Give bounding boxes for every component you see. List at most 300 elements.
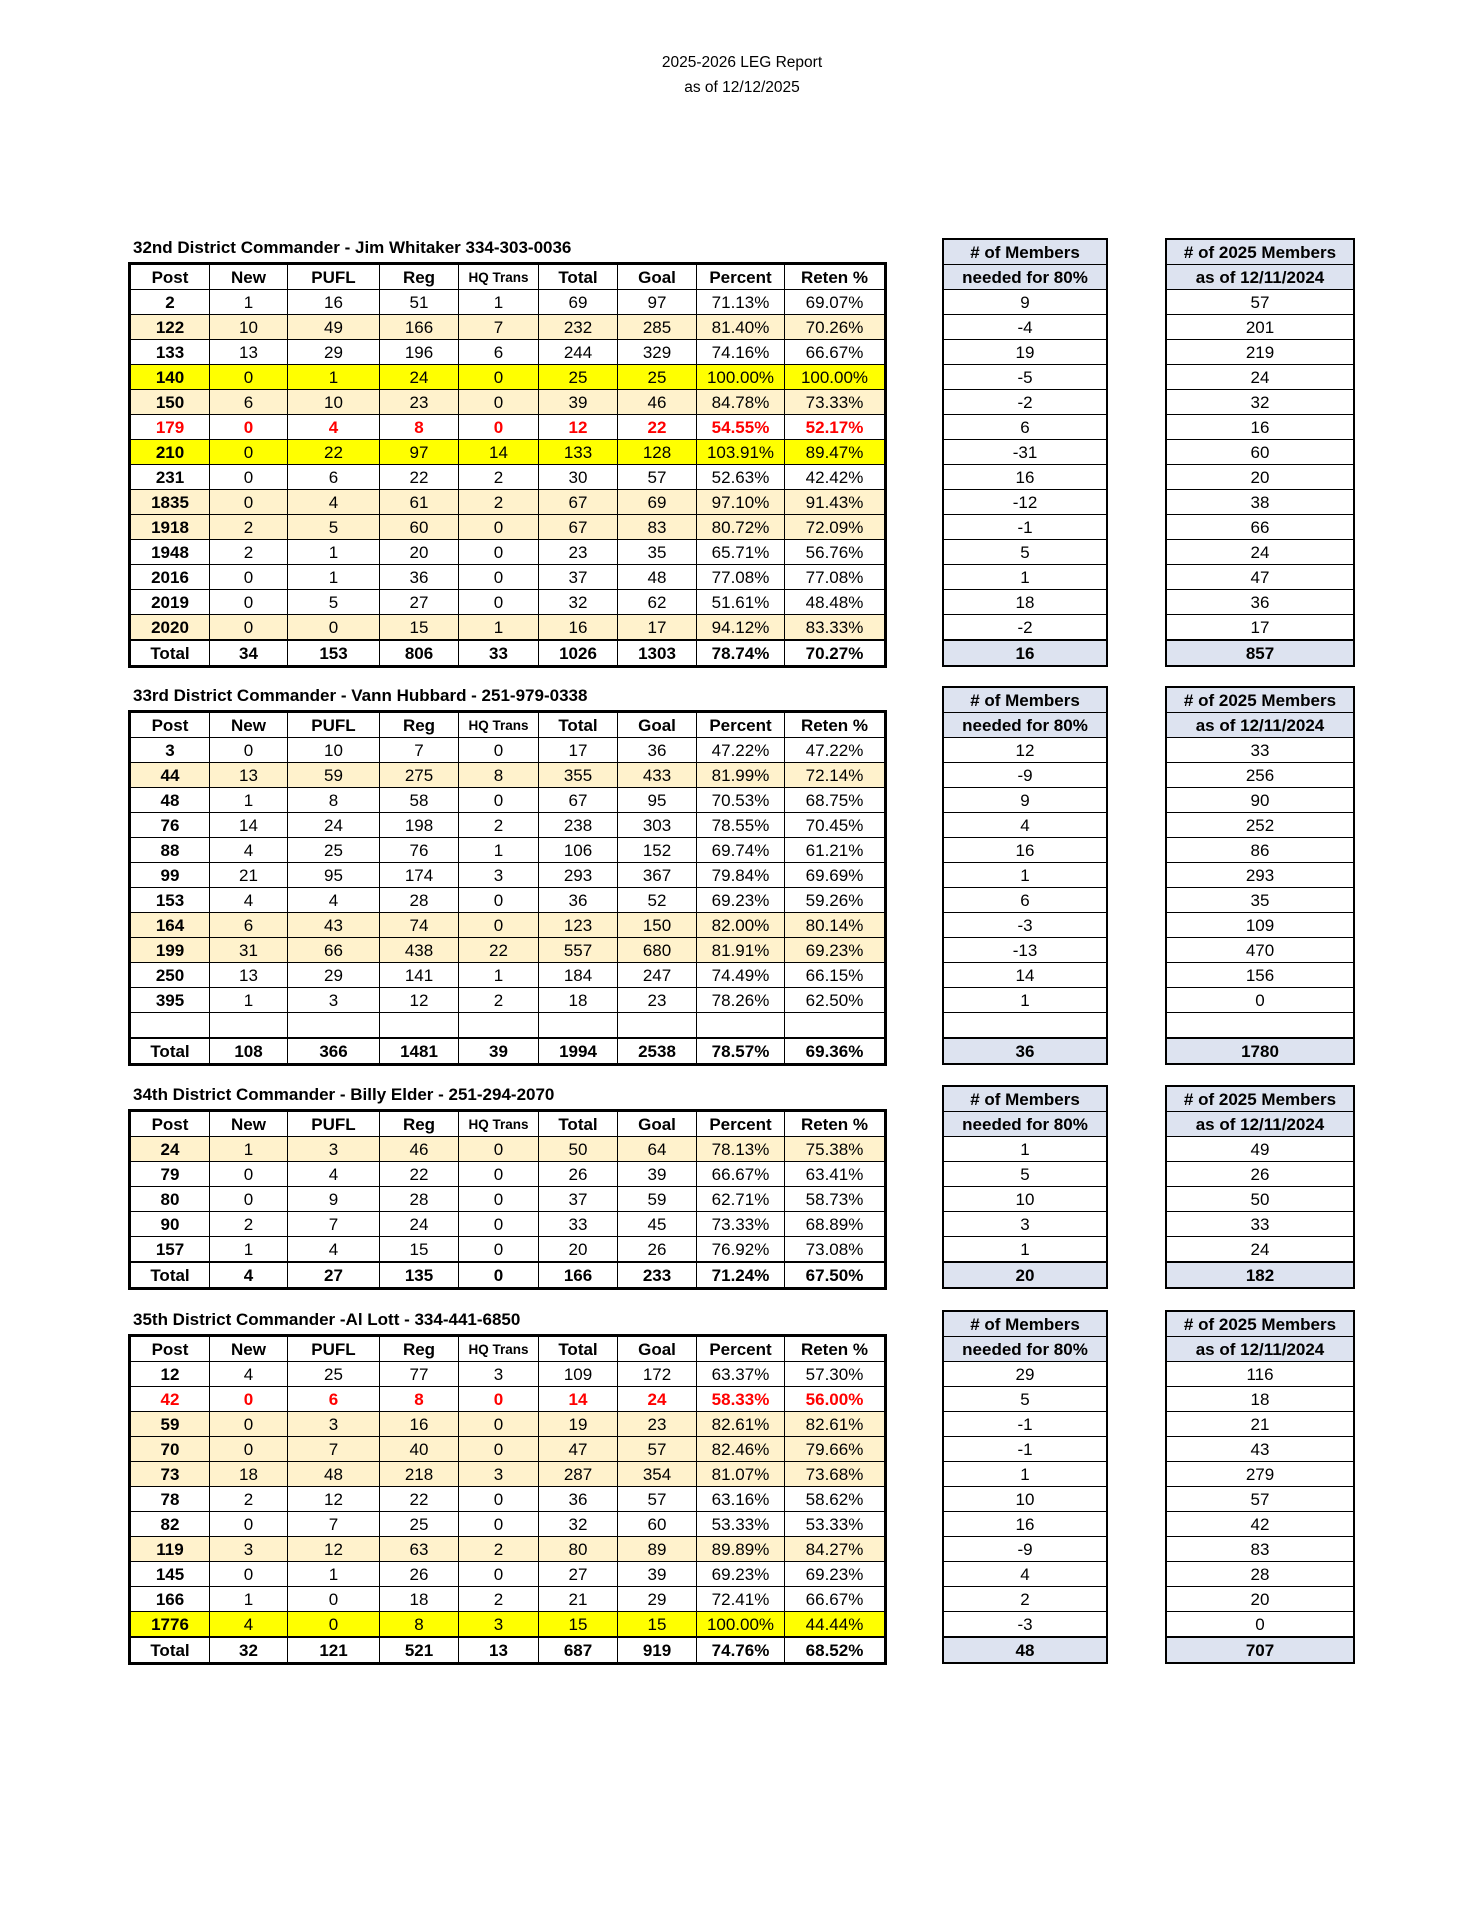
table-cell: 47.22%	[697, 738, 785, 763]
table-cell: 12	[380, 988, 459, 1013]
table-cell: 7	[380, 738, 459, 763]
post-number-cell: 164	[130, 913, 210, 938]
side-cell: -1	[943, 1412, 1107, 1437]
table-cell: 152	[618, 838, 697, 863]
table-cell: 19	[539, 1412, 618, 1437]
side-cell: 20	[1166, 465, 1354, 490]
table-cell: 2	[210, 540, 288, 565]
side-cell: 90	[1166, 788, 1354, 813]
table-cell: 70.26%	[785, 315, 886, 340]
side-cell: 2	[943, 1587, 1107, 1612]
post-number-cell	[130, 1013, 210, 1039]
table-cell: 0	[210, 465, 288, 490]
table-cell: 0	[459, 738, 539, 763]
side-cell: 36	[1166, 590, 1354, 615]
side-cell: 49	[1166, 1137, 1354, 1162]
total-cell: 78.57%	[697, 1038, 785, 1065]
table-cell: 128	[618, 440, 697, 465]
total-cell: 70.27%	[785, 640, 886, 667]
table-cell: 14	[210, 813, 288, 838]
post-number-cell: 1948	[130, 540, 210, 565]
table-cell: 0	[459, 415, 539, 440]
table-cell: 7	[288, 1212, 380, 1237]
district-table	[128, 710, 887, 1066]
side-cell: 42	[1166, 1512, 1354, 1537]
table-row	[130, 615, 886, 641]
post-number-cell: 133	[130, 340, 210, 365]
table-cell: 28	[380, 1187, 459, 1212]
table-cell: 29	[618, 1587, 697, 1612]
side-cell: 0	[1166, 988, 1354, 1013]
table-cell: 24	[380, 365, 459, 390]
column-header: Percent	[697, 264, 785, 290]
table-cell: 15	[380, 1237, 459, 1263]
side-cell: 6	[943, 415, 1107, 440]
table-row	[130, 440, 886, 465]
table-row	[130, 1437, 886, 1462]
table-row	[130, 1187, 886, 1212]
table-cell: 6	[210, 390, 288, 415]
side-cell	[1166, 1013, 1354, 1039]
table-cell: 66.67%	[785, 340, 886, 365]
table-cell: 12	[539, 415, 618, 440]
table-cell: 23	[380, 390, 459, 415]
table-cell	[288, 1013, 380, 1039]
table-cell: 0	[210, 590, 288, 615]
post-number-cell: 150	[130, 390, 210, 415]
table-header-row	[130, 1336, 886, 1362]
table-cell: 16	[539, 615, 618, 641]
table-cell: 51	[380, 290, 459, 315]
total-cell: 33	[459, 640, 539, 667]
column-header: PUFL	[288, 264, 380, 290]
table-cell: 72.14%	[785, 763, 886, 788]
table-cell: 69.23%	[697, 1562, 785, 1587]
side-cell: 29	[943, 1362, 1107, 1387]
table-row	[130, 365, 886, 390]
table-row	[130, 788, 886, 813]
table-cell: 4	[288, 490, 380, 515]
post-number-cell: 79	[130, 1162, 210, 1187]
total-cell: 39	[459, 1038, 539, 1065]
total-cell: 135	[380, 1262, 459, 1289]
table-cell: 97	[618, 290, 697, 315]
members-needed-table	[942, 1310, 1108, 1664]
table-row	[130, 540, 886, 565]
table-cell: 3	[459, 863, 539, 888]
table-cell: 75.38%	[785, 1137, 886, 1162]
table-cell: 69	[539, 290, 618, 315]
table-cell: 285	[618, 315, 697, 340]
table-row	[130, 1212, 886, 1237]
table-cell: 94.12%	[697, 615, 785, 641]
table-cell: 166	[380, 315, 459, 340]
total-cell: 78.74%	[697, 640, 785, 667]
column-header: Percent	[697, 1336, 785, 1362]
table-cell: 69	[618, 490, 697, 515]
side-cell: 116	[1166, 1362, 1354, 1387]
side-header: # of 2025 Members	[1166, 1086, 1354, 1112]
table-cell: 3	[288, 1412, 380, 1437]
post-number-cell: 166	[130, 1587, 210, 1612]
post-number-cell: 73	[130, 1462, 210, 1487]
side-total-cell: 857	[1166, 640, 1354, 666]
members-needed-table	[942, 1085, 1108, 1289]
table-cell: 23	[618, 1412, 697, 1437]
table-cell: 141	[380, 963, 459, 988]
table-cell: 0	[210, 615, 288, 641]
side-header: # of Members	[943, 239, 1107, 265]
table-cell: 71.13%	[697, 290, 785, 315]
table-cell: 14	[459, 440, 539, 465]
table-cell: 47	[539, 1437, 618, 1462]
post-number-cell: 179	[130, 415, 210, 440]
table-cell: 42.42%	[785, 465, 886, 490]
side-cell: 10	[943, 1487, 1107, 1512]
table-cell: 8	[380, 415, 459, 440]
table-cell: 1	[459, 963, 539, 988]
side-cell: 293	[1166, 863, 1354, 888]
table-row	[130, 963, 886, 988]
post-number-cell: 2020	[130, 615, 210, 641]
table-cell: 123	[539, 913, 618, 938]
post-number-cell: 231	[130, 465, 210, 490]
total-cell: 67.50%	[785, 1262, 886, 1289]
total-cell: 1026	[539, 640, 618, 667]
table-cell: 198	[380, 813, 459, 838]
table-cell: 184	[539, 963, 618, 988]
table-cell: 6	[288, 465, 380, 490]
table-row	[130, 1412, 886, 1437]
side-header: as of 12/11/2024	[1166, 265, 1354, 290]
table-cell: 1	[288, 565, 380, 590]
column-header: Goal	[618, 264, 697, 290]
table-cell: 100.00%	[785, 365, 886, 390]
table-cell: 62	[618, 590, 697, 615]
column-header: Goal	[618, 1336, 697, 1362]
table-cell: 81.07%	[697, 1462, 785, 1487]
table-cell: 2	[459, 490, 539, 515]
table-cell: 0	[459, 1187, 539, 1212]
side-cell: 28	[1166, 1562, 1354, 1587]
side-cell: 5	[943, 1162, 1107, 1187]
table-cell: 52.63%	[697, 465, 785, 490]
side-cell: 9	[943, 788, 1107, 813]
table-cell: 72.41%	[697, 1587, 785, 1612]
table-row	[130, 763, 886, 788]
table-cell: 0	[459, 913, 539, 938]
district-table	[128, 1334, 887, 1665]
table-cell: 31	[210, 938, 288, 963]
post-number-cell: 157	[130, 1237, 210, 1263]
table-cell: 2	[459, 465, 539, 490]
table-cell: 73.68%	[785, 1462, 886, 1487]
column-header: New	[210, 712, 288, 738]
table-cell: 36	[618, 738, 697, 763]
table-cell: 70.53%	[697, 788, 785, 813]
side-cell: 1	[943, 1237, 1107, 1263]
table-cell: 32	[539, 1512, 618, 1537]
total-row	[130, 1637, 886, 1664]
post-number-cell: 48	[130, 788, 210, 813]
table-cell: 79.84%	[697, 863, 785, 888]
column-header: Total	[539, 712, 618, 738]
table-cell: 63.16%	[697, 1487, 785, 1512]
table-cell: 218	[380, 1462, 459, 1487]
table-cell: 3	[288, 1137, 380, 1162]
column-header: PUFL	[288, 1111, 380, 1137]
side-cell: 256	[1166, 763, 1354, 788]
table-cell: 81.91%	[697, 938, 785, 963]
table-cell: 0	[459, 1562, 539, 1587]
table-cell	[459, 1013, 539, 1039]
total-cell: 13	[459, 1637, 539, 1664]
table-cell: 6	[288, 1387, 380, 1412]
table-cell: 0	[459, 1512, 539, 1537]
post-number-cell: 2	[130, 290, 210, 315]
table-cell: 106	[539, 838, 618, 863]
table-cell: 103.91%	[697, 440, 785, 465]
side-cell: -12	[943, 490, 1107, 515]
table-row	[130, 738, 886, 763]
table-cell: 1	[288, 1562, 380, 1587]
post-number-cell: 122	[130, 315, 210, 340]
column-header: Post	[130, 264, 210, 290]
column-header: Reg	[380, 264, 459, 290]
table-cell: 5	[288, 590, 380, 615]
side-cell: -31	[943, 440, 1107, 465]
total-row	[130, 640, 886, 667]
post-number-cell: 24	[130, 1137, 210, 1162]
side-header: as of 12/11/2024	[1166, 1112, 1354, 1137]
table-cell: 43	[288, 913, 380, 938]
table-cell: 91.43%	[785, 490, 886, 515]
table-cell: 70.45%	[785, 813, 886, 838]
table-cell: 2	[210, 515, 288, 540]
column-header: Reg	[380, 1336, 459, 1362]
prior-members-table	[1165, 1085, 1355, 1289]
table-cell: 367	[618, 863, 697, 888]
table-cell	[380, 1013, 459, 1039]
table-cell: 4	[210, 838, 288, 863]
table-row	[130, 1387, 886, 1412]
post-number-cell: 12	[130, 1362, 210, 1387]
table-cell: 13	[210, 963, 288, 988]
table-cell: 39	[618, 1562, 697, 1587]
side-cell: 4	[943, 1562, 1107, 1587]
side-cell: 26	[1166, 1162, 1354, 1187]
table-row	[130, 1013, 886, 1039]
column-header: Total	[539, 1336, 618, 1362]
table-cell: 66.15%	[785, 963, 886, 988]
side-cell: -2	[943, 615, 1107, 641]
table-cell: 0	[459, 365, 539, 390]
post-number-cell: 90	[130, 1212, 210, 1237]
column-header: Percent	[697, 712, 785, 738]
total-cell: 1481	[380, 1038, 459, 1065]
table-row	[130, 1462, 886, 1487]
side-cell: 50	[1166, 1187, 1354, 1212]
table-cell: 3	[210, 1537, 288, 1562]
table-row	[130, 1362, 886, 1387]
table-cell: 5	[288, 515, 380, 540]
table-cell: 433	[618, 763, 697, 788]
table-cell: 61	[380, 490, 459, 515]
table-cell: 3	[288, 988, 380, 1013]
table-cell: 18	[380, 1587, 459, 1612]
table-cell: 438	[380, 938, 459, 963]
total-cell: 2538	[618, 1038, 697, 1065]
table-row	[130, 565, 886, 590]
district-title: 35th District Commander -Al Lott - 334-441-6850	[133, 1310, 521, 1329]
table-cell: 287	[539, 1462, 618, 1487]
side-cell: 109	[1166, 913, 1354, 938]
post-number-cell: 44	[130, 763, 210, 788]
table-cell: 40	[380, 1437, 459, 1462]
column-header: Post	[130, 1336, 210, 1362]
table-cell: 13	[210, 763, 288, 788]
post-number-cell: 88	[130, 838, 210, 863]
table-row	[130, 590, 886, 615]
table-cell: 68.75%	[785, 788, 886, 813]
column-header: HQ Trans	[459, 1111, 539, 1137]
table-cell: 80.72%	[697, 515, 785, 540]
table-cell: 63	[380, 1537, 459, 1562]
table-row	[130, 415, 886, 440]
side-total-cell: 16	[943, 640, 1107, 666]
table-cell: 1	[210, 290, 288, 315]
side-cell: -1	[943, 515, 1107, 540]
table-cell: 247	[618, 963, 697, 988]
table-cell: 67	[539, 515, 618, 540]
table-cell	[697, 1013, 785, 1039]
post-number-cell: 210	[130, 440, 210, 465]
side-cell: 24	[1166, 1237, 1354, 1263]
table-cell: 26	[539, 1162, 618, 1187]
table-cell: 1	[459, 838, 539, 863]
side-total-cell: 1780	[1166, 1038, 1354, 1064]
post-number-cell: 119	[130, 1537, 210, 1562]
table-cell: 0	[459, 788, 539, 813]
total-cell: 0	[459, 1262, 539, 1289]
table-cell: 1	[288, 365, 380, 390]
table-cell: 57	[618, 1437, 697, 1462]
side-cell: 18	[943, 590, 1107, 615]
table-cell: 74.16%	[697, 340, 785, 365]
total-label: Total	[130, 1262, 210, 1289]
table-cell: 232	[539, 315, 618, 340]
table-cell: 48	[618, 565, 697, 590]
table-cell: 557	[539, 938, 618, 963]
table-cell: 81.99%	[697, 763, 785, 788]
table-cell: 77	[380, 1362, 459, 1387]
table-cell: 63.37%	[697, 1362, 785, 1387]
post-number-cell: 199	[130, 938, 210, 963]
total-cell: 1994	[539, 1038, 618, 1065]
side-cell: -5	[943, 365, 1107, 390]
table-cell: 24	[618, 1387, 697, 1412]
table-cell: 4	[210, 1612, 288, 1638]
table-cell: 12	[288, 1537, 380, 1562]
side-cell: 83	[1166, 1537, 1354, 1562]
column-header: Goal	[618, 712, 697, 738]
side-cell: 16	[943, 1512, 1107, 1537]
table-cell: 83	[618, 515, 697, 540]
side-cell: 9	[943, 290, 1107, 315]
post-number-cell: 78	[130, 1487, 210, 1512]
table-header-row	[130, 264, 886, 290]
total-label: Total	[130, 1038, 210, 1065]
table-cell: 60	[380, 515, 459, 540]
table-cell: 22	[380, 465, 459, 490]
total-cell: 74.76%	[697, 1637, 785, 1664]
side-cell: 1	[943, 1462, 1107, 1487]
table-cell: 35	[618, 540, 697, 565]
table-cell: 39	[539, 390, 618, 415]
side-cell: 16	[943, 465, 1107, 490]
table-cell: 0	[210, 490, 288, 515]
table-cell: 60	[618, 1512, 697, 1537]
side-total-cell: 20	[943, 1262, 1107, 1288]
side-cell: 252	[1166, 813, 1354, 838]
table-cell: 293	[539, 863, 618, 888]
table-cell: 0	[459, 1212, 539, 1237]
column-header: Reten %	[785, 264, 886, 290]
total-cell: 34	[210, 640, 288, 667]
total-cell: 68.52%	[785, 1637, 886, 1664]
table-cell: 56.76%	[785, 540, 886, 565]
table-cell: 28	[380, 888, 459, 913]
side-total-cell: 36	[943, 1038, 1107, 1064]
table-cell: 57	[618, 465, 697, 490]
post-number-cell: 153	[130, 888, 210, 913]
prior-members-table	[1165, 238, 1355, 667]
table-cell: 2	[459, 813, 539, 838]
table-cell: 4	[210, 888, 288, 913]
table-cell: 72.09%	[785, 515, 886, 540]
table-cell: 21	[539, 1587, 618, 1612]
table-cell: 22	[288, 440, 380, 465]
column-header: Post	[130, 1111, 210, 1137]
column-header: HQ Trans	[459, 1336, 539, 1362]
table-cell: 69.23%	[785, 1562, 886, 1587]
side-header: # of Members	[943, 687, 1107, 713]
table-cell: 0	[210, 565, 288, 590]
table-cell: 0	[459, 515, 539, 540]
table-cell: 8	[459, 763, 539, 788]
table-cell: 20	[380, 540, 459, 565]
table-cell: 36	[539, 888, 618, 913]
table-cell: 68.89%	[785, 1212, 886, 1237]
table-cell: 15	[618, 1612, 697, 1638]
table-cell: 37	[539, 565, 618, 590]
table-cell: 84.27%	[785, 1537, 886, 1562]
column-header: New	[210, 1336, 288, 1362]
members-needed-table	[942, 238, 1108, 667]
table-row	[130, 938, 886, 963]
total-cell: 1303	[618, 640, 697, 667]
side-cell: 32	[1166, 390, 1354, 415]
table-cell: 0	[210, 1437, 288, 1462]
table-cell: 0	[210, 440, 288, 465]
table-cell: 10	[288, 390, 380, 415]
side-cell: 5	[943, 1387, 1107, 1412]
table-cell: 0	[210, 1187, 288, 1212]
table-cell: 0	[459, 1412, 539, 1437]
side-cell: 4	[943, 813, 1107, 838]
post-number-cell: 82	[130, 1512, 210, 1537]
total-cell: 121	[288, 1637, 380, 1664]
